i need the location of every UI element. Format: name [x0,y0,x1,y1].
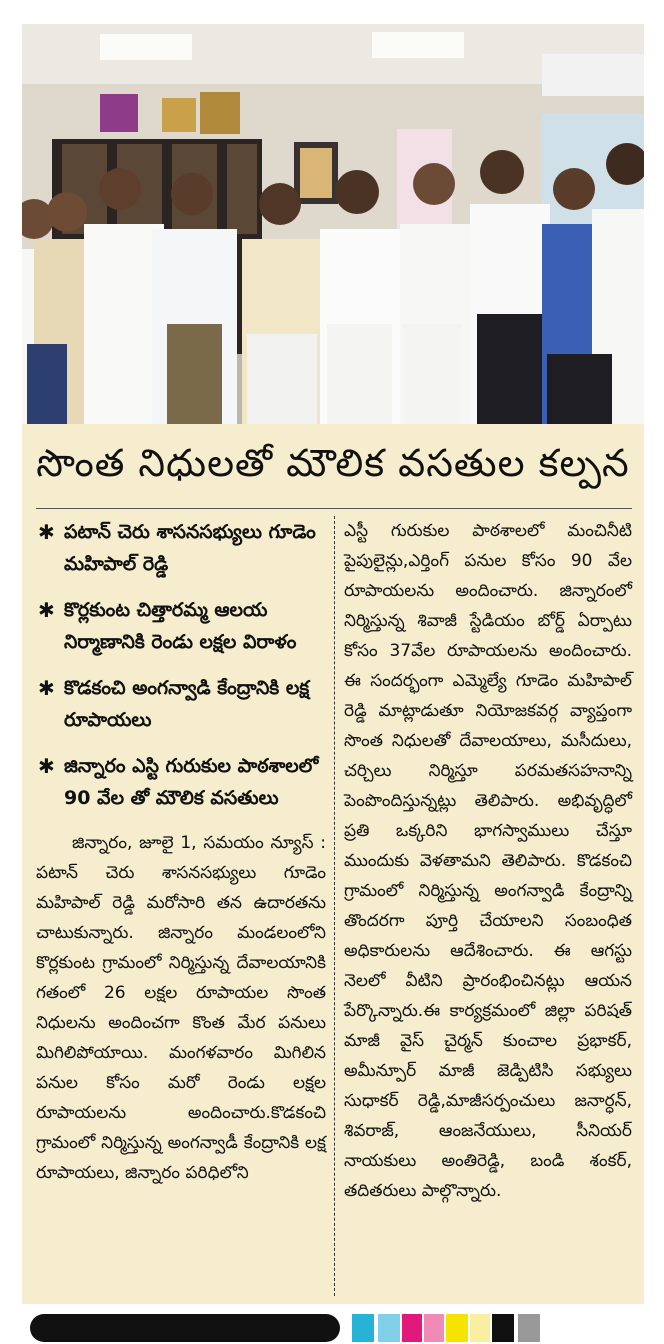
print-color-swatch [352,1314,374,1342]
highlight-item [36,672,326,736]
highlights-list [36,516,326,814]
print-color-swatch [446,1314,468,1342]
headline-rule [36,508,632,509]
highlight-item [36,750,326,814]
column-divider [334,516,335,1296]
highlight-text: కొర్లకుంట చిత్తారమ్మ ఆలయ నిర్మాణానికి రెండు లక్షల విరాళం [64,599,297,653]
headline: సొంత నిధులతో మౌలిక వసతుల కల్పన [36,441,630,485]
print-color-swatch [378,1314,400,1342]
highlight-text: జిన్నారం ఎస్టి గురుకుల పాఠశాలలో 90 వేల తో మౌలిక వసతులు [64,755,319,809]
article-body-right: ఎస్టీ గురుకుల పాఠశాలలో మంచినీటి పైపులైన్లు,ఎర్తింగ్ పనుల కోసం 90 వేల రూపాయలను అందించారు. జిన్నారంలో నిర్మిస్తున్న శివాజీ స్టేడియం బోర్డ్ ఏర్పాటు కోసం 37వేల రూపాయలను అందించారు. ఈ సందర్భంగా ఎమ్మెల్యే గూడెం మహిపాల్ రెడ్డి మాట్లాడుతూ నియోజకవర్గ వ్యాప్తంగా సొంత నిధులతో దేవాలయాలు, మసీదులు, చర్చిలు నిర్మిస్తూ పరమతసహనాన్ని పెంపొందిస్తున్నట్లు తెలిపారు. అభివృద్ధిలో ప్రతి ఒక్కరిని భాగస్వాములు చేస్తూ ముందుకు వెళతామని తెలిపారు. కొడకంచి గ్రామంలో నిర్మిస్తున్న అంగన్వాడి కేంద్రాన్ని తొందరగా పూర్తి చేయాలని సంబంధిత అధికారులను ఆదేశించారు. ఈ ఆగస్టు నెలలో వీటిని ప్రారంభించినట్లు ఆయన పేర్కొన్నారు.ఈ కార్యక్రమంలో జిల్లా పరిషత్ మాజీ వైస్ చైర్మన్ కుంచాల ప్రభాకర్, అమీన్పూర్ మాజీ జెడ్పిటిసి సభ్యులు సుధాకర్ రెడ్డి,మాజీసర్పంచులు జనార్ధన్, శివరాజ్, ఆంజనేయులు, సీనియర్ నాయకులు అంతిరెడ్డి, బండి శంకర్, తదితరులు పాల్గొన్నారు. [344,521,632,1201]
print-color-swatch [492,1314,514,1342]
highlight-item [36,516,326,580]
print-color-swatch [402,1314,422,1342]
star-bullet-icon: ✱ [38,520,55,544]
star-bullet-icon: ✱ [38,676,55,700]
star-bullet-icon: ✱ [38,598,55,622]
highlight-item [36,594,326,658]
news-photo [22,24,644,424]
highlight-text: కొడకంచి అంగన్వాడి కేంద్రానికి లక్ష రూపాయలు [64,677,310,731]
print-color-swatch [424,1314,444,1342]
left-column [36,516,326,1188]
print-color-swatch [470,1314,490,1342]
print-color-swatch [30,1314,340,1342]
star-bullet-icon: ✱ [38,754,55,778]
article-body-left: జిన్నారం, జూలై 1, సమయం న్యూస్ : పటాన్ చెరు శాసనసభ్యులు గూడెం మహిపాల్ రెడ్డి మరోసారి తన ఉదారతను చాటుకున్నారు. జిన్నారం మండలంలోని కొర్లకుంట గ్రామంలో నిర్మిస్తున్న దేవాలయానికి గతంలో 26 లక్షల రూపాయల సొంత నిధులను అందించగా కొంత మేర పనులు మిగిలిపోయాయి. మంగళవారం మిగిలిన పనుల కోసం మరో రెండు లక్షల రూపాయలను అందించారు.కొడకంచి గ్రామంలో నిర్మిస్తున్న అంగన్వాడీ కేంద్రానికి లక్ష రూపాయలు, జిన్నారం పరిధిలోని [36,833,326,1183]
right-column [344,516,632,1206]
highlight-text: పటాన్ చెరు శాసనసభ్యులు గూడెం మహిపాల్ రెడ్డి [64,521,316,575]
print-color-swatch [518,1314,540,1342]
